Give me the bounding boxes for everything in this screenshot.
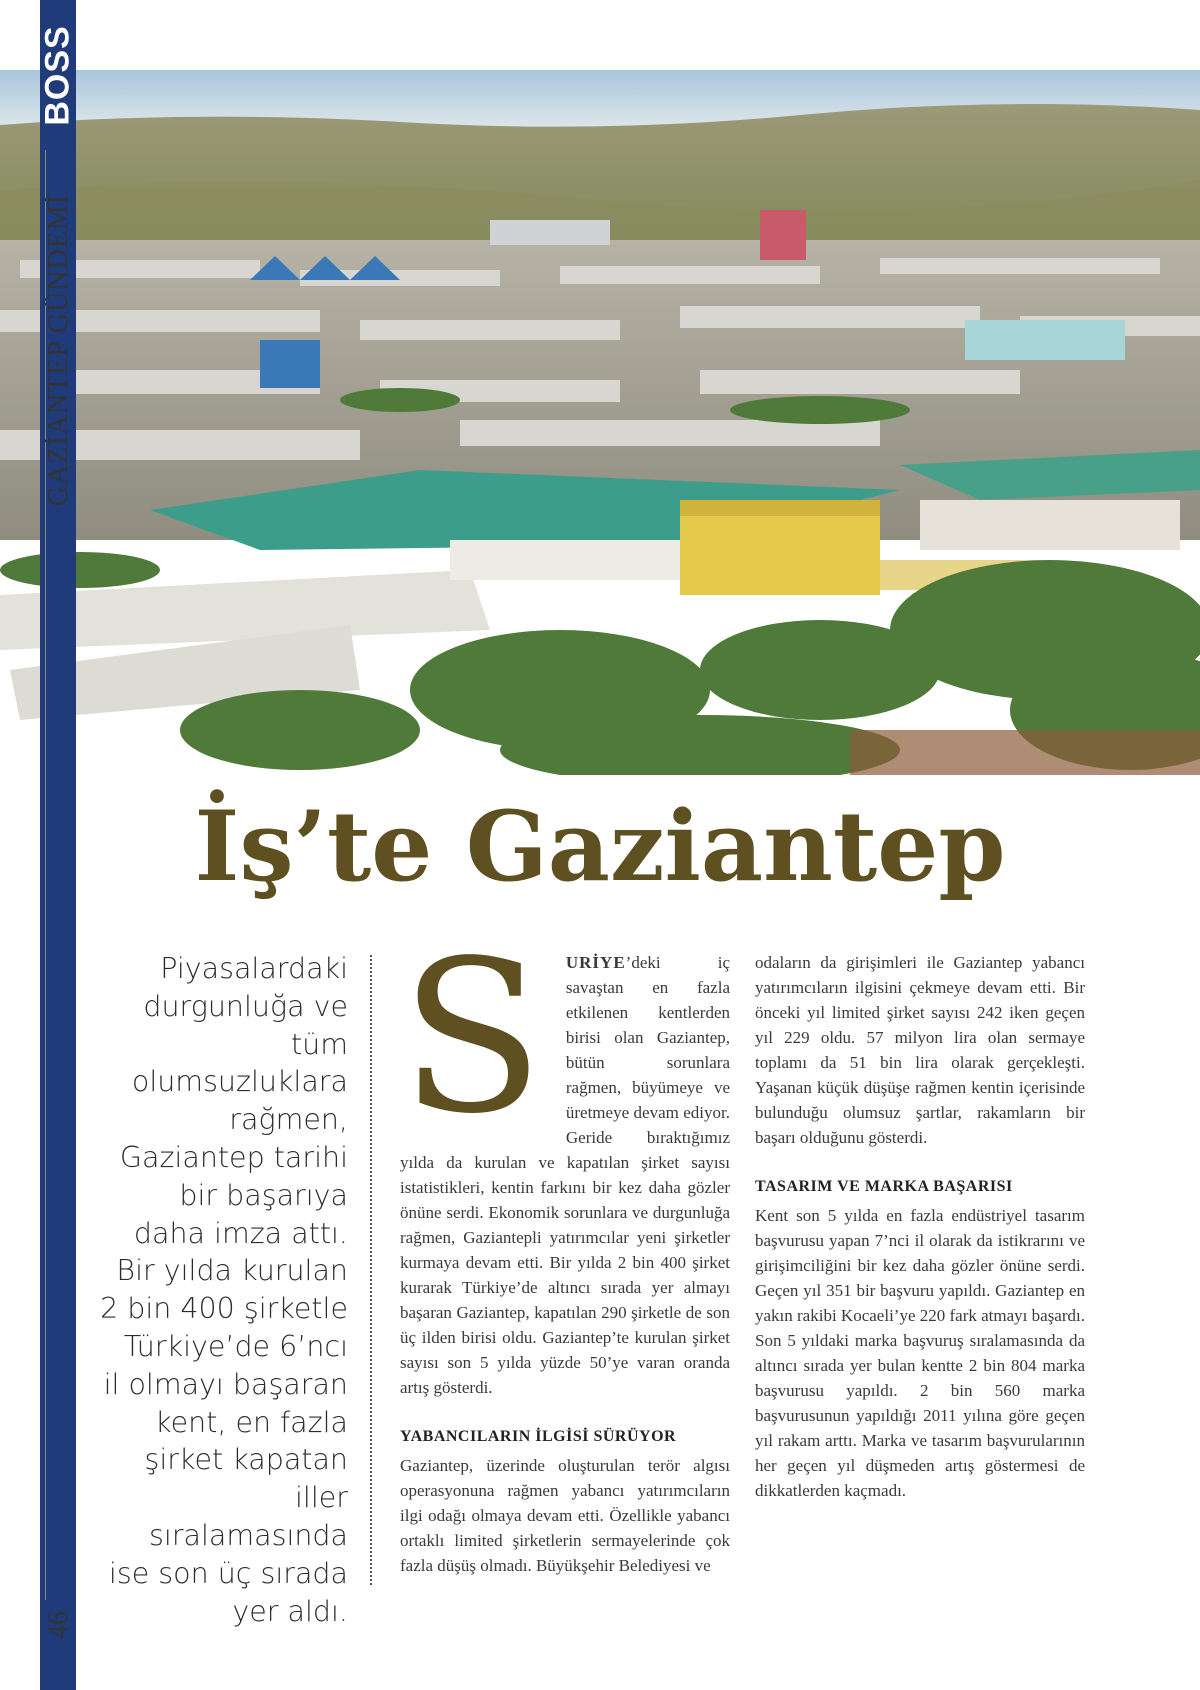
subheading-design-brand: TASARIM VE MARKA BAŞARISI bbox=[755, 1178, 1013, 1195]
page-number: 46 bbox=[43, 1611, 74, 1639]
drop-cap: S bbox=[400, 915, 544, 1160]
paragraph-design-brand: Kent son 5 yılda en fazla endüstriyel tasarım başvurusu yapan 7’nci il olarak da istikrarını ve girişimciliğini bir kez daha gözler önüne serdi. Geçen yıl 351 bir başvuru yapıldı. Gaziantep en yakın rakibi Kocaeli’ye 220 fark atmayı başardı. Son 5 yıldaki marka başvuruş sıralamasında da altıncı sırada yer bulan kentte 2 bin 804 marka başvurusu yapıldı. 2 bin 560 marka başvurusunun yapıldığı 2011 yılına göre geçen yıl rakam arttı. Marka ve tasarım başvurularının her geçen yıl düşmeden artış göstermesi de dikkatlerden kaçmadı. bbox=[755, 1206, 1085, 1500]
article-column-1 bbox=[400, 915, 730, 1578]
intro-text: ’deki iç savaştan en fazla etkilenen kentlerden birisi olan Gaziantep, bütün sorunlara rağmen, büyümeye ve üretmeye devam ediyor. Geride bıraktığımız yılda da kurulan ve kapatılan şirket sayısı istatistikleri, kentin farkını bir kez daha gözler önüne serdi. Ekonomik sorunlara ve durgunluğa rağmen, Gaziantepli yatırımcılar yeni şirketler kurmaya devam etti. Bir yılda 2 bin 400 şirket kurarak Türkiye’de altıncı sırada yer almayı başaran Gaziantep, kapatılan 290 şirketle de son üç ilden birisi oldu. Gaziantep’te kurulan şirket sayısı son 5 yılda yüzde 50’ye varan oranda artış gösterdi. bbox=[400, 953, 730, 1397]
industrial-zone-photo bbox=[0, 70, 1200, 775]
paragraph-foreign-interest-continued: odaların da girişimleri ile Gaziantep yabancı yatırımcıların ilgisini çekmeye devam etti. Bir önceki yıl limited şirket sayısı 242 iken geçen yıl 229 oldu. 57 milyon lira olan sermaye toplamı da 51 bin lira olarak gerçekleşti. Yaşanan küçük düşüşe rağmen kentin içerisinde bulunduğu olumsuz şartlar, rakamların bir başarı olduğunu gösterdi. bbox=[755, 953, 1085, 1147]
subheading-foreign-interest: YABANCILARIN İLGİSİ SÜRÜYOR bbox=[400, 1428, 677, 1445]
section-label: GAZİANTEP GÜNDEMİ bbox=[43, 193, 75, 507]
article-column-2 bbox=[755, 950, 1085, 1503]
lead-word: URİYE bbox=[565, 953, 626, 972]
article-title: İş’te Gaziantep bbox=[194, 790, 1006, 903]
dotted-divider bbox=[370, 955, 372, 1585]
brand-logo: BOSS bbox=[38, 24, 77, 126]
pull-quote: Piyasalardaki durgunluğa ve tüm olumsuzluklara rağmen, Gaziantep tarihi bir başarıya daha imza attı. Bir yılda kurulan 2 bin 400 şirketle Türkiye’de 6’ncı il olmayı başaran kent, en fazla şirket kapatan iller sıralamasında ise son üç sırada yer aldı. bbox=[100, 952, 348, 1628]
paragraph-foreign-interest: Gaziantep, üzerinde oluşturulan terör algısı operasyonuna rağmen yabancı yatırımcıların ilgi odağı olmaya devam etti. Özellikle yabancı ortaklı limited şirketlerin sermayelerinde çok fazla düşüş olmadı. Büyükşehir Belediyesi ve bbox=[400, 1456, 730, 1575]
